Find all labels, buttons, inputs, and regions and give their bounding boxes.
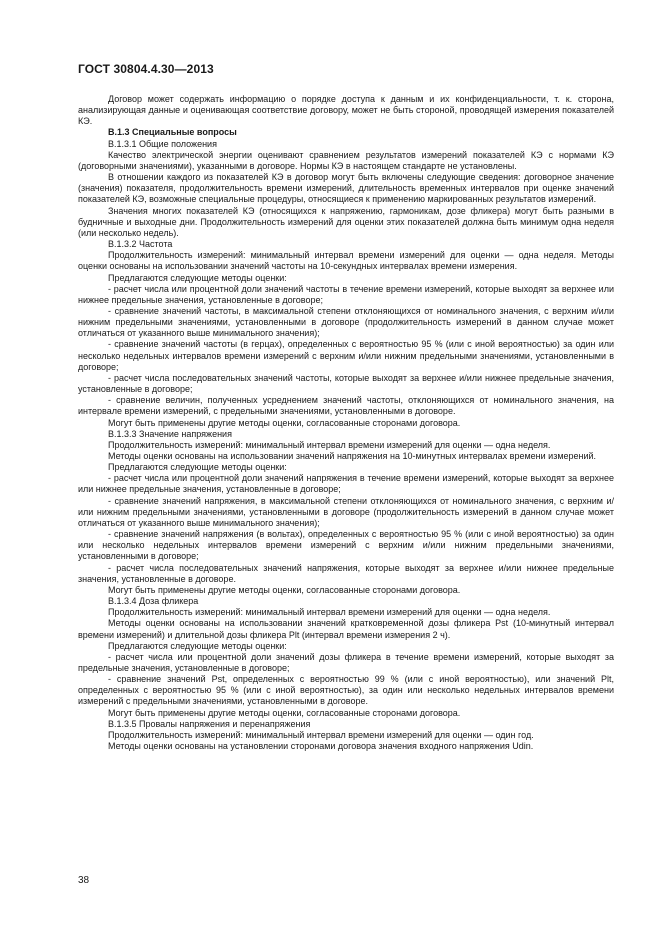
paragraph: Методы оценки основаны на использовании значений напряжения на 10-минутных интервалах времени измерений. — [108, 451, 597, 461]
paragraph: - расчет числа или процентной доли значений дозы фликера в течение времени измерений, которые выходят за предельные значения, установленные в договоре; — [78, 651, 614, 673]
paragraph: В.1.3.3 Значение напряжения — [108, 428, 232, 439]
paragraph: В.1.3.4 Доза фликера — [108, 596, 199, 607]
paragraph: Методы оценки основаны на установлении сторонами договора значения входного напряжения Udin. — [108, 741, 534, 752]
paragraph: В.1.3.5 Провалы напряжения и перенапряжения — [108, 718, 311, 729]
paragraph: Качество электрической энергии оценивают сравнением результатов измерений показателей КЭ с нормами КЭ (договорными значениями), указанными в договоре. Нормы КЭ в настоящем стандарте не установлены. — [78, 149, 614, 171]
paragraph: Могут быть применены другие методы оценки, согласованные сторонами договора. — [108, 417, 461, 428]
document-code-header: ГОСТ 30804.4.30—2013 — [78, 62, 214, 76]
paragraph: Могут быть применены другие методы оценки, согласованные сторонами договора. — [108, 584, 461, 595]
paragraph: Продолжительность измерений: минимальный интервал времени измерений для оценки — одна неделя. — [108, 607, 551, 618]
paragraph: В отношении каждого из показателей КЭ в договор могут быть включены следующие сведения: договорное значение (значения) показателя, продолжительность времени измерений, длительность временных интервалов при оценке значений показателей КЭ, возможные специальные процедуры, относящиеся к применению маркированных результатов измерений. — [78, 172, 614, 205]
paragraph: Методы оценки основаны на использовании значений кратковременной дозы фликера Pst (10-минутный интервал времени измерений) и длительной дозы фликера Plt (интервал времени измерения 2 ч). — [78, 618, 614, 640]
paragraph: Предлагаются следующие методы оценки: — [108, 640, 287, 651]
paragraph: - расчет числа или процентной доли значений напряжения в течение времени измерений, которые выходят за верхнее или нижнее предельные значения, установленные в договоре; — [78, 473, 614, 495]
paragraph: Могут быть применены другие методы оценки, согласованные сторонами договора. — [108, 707, 461, 718]
paragraph: - сравнение значений частоты (в герцах), определенных с вероятностью 95 % (или с иной вероятностью) за один или несколько недельных интервалов времени измерений с верхним и/или нижним предельными значениями, установленными в договоре; — [78, 339, 614, 372]
paragraph: Договор может содержать информацию о порядке доступа к данным и их конфиденциальности, т. к. сторона, анализирующая данные и оценивающая соответствие договору, может не быть стороной, проводящей измерения показателей КЭ. — [78, 94, 614, 127]
paragraph: В.1.3.1 Общие положения — [108, 138, 217, 149]
paragraph: Продолжительность измерений: минимальный интервал времени измерений для оценки — одна неделя. Методы оценки основаны на использовании значений частоты на 10-секундных интервалах времени измерения. — [78, 250, 614, 272]
paragraph: Значения многих показателей КЭ (относящихся к напряжению, гармоникам, дозе фликера) могут быть разными в будничные и выходные дни. Продолжительность измерений для оценки этих показателей должна быть минимум одна неделя (или несколько недель). — [78, 205, 614, 238]
paragraph: - сравнение значений напряжения, в максимальной степени отклоняющихся от номинального значения, с верхним и/или нижним предельными значениями, установленными в договоре (продолжительность измерений в данном случае может отличаться от указанного выше минимального значения); — [78, 495, 614, 528]
paragraph: - сравнение величин, полученных усреднением значений частоты, отклоняющихся от номинального значения, на интервале времени измерений, с предельными значениями, установленными в договоре. — [78, 395, 614, 417]
page-number: 38 — [78, 875, 90, 886]
section-heading: B.1.3 Специальные вопросы — [108, 127, 237, 138]
paragraph: Продолжительность измерений: минимальный интервал времени измерений для оценки — один год. — [108, 729, 534, 740]
paragraph: - расчет числа последовательных значений частоты, которые выходят за верхнее и/или нижнее предельные значения, установленные в договоре; — [78, 372, 614, 395]
paragraph: В.1.3.2 Частота — [108, 239, 173, 250]
paragraph: Продолжительность измерений: минимальный интервал времени измерений для оценки — одна неделя. — [108, 439, 551, 450]
paragraph: - сравнение значений напряжения (в вольтах), определенных с вероятностью 95 % (или с иной вероятностью) за один или несколько недельных интервалов времени измерений с верхним и/или нижним предельными значениями, установленными в договоре; — [78, 529, 614, 562]
paragraph: - сравнение значений частоты, в максимальной степени отклоняющихся от номинального значения, с верхним и/или нижним предельными значениями, установленными в договоре (продолжительность измерений в данном случае может отличаться от указанного выше минимального значения); — [78, 305, 614, 339]
paragraph: - расчет числа или процентной доли значений частоты в течение времени измерений, которые выходят за верхнее или нижнее предельные значения, установленные в договоре; — [78, 283, 614, 305]
paragraph: - сравнение значений Pst, определенных с вероятностью 99 % (или с иной вероятностью), или значений Plt, определенных с вероятностью 95 % (или с иной вероятностью), за один или несколько недельных интервалов времени измерений с предельными значениями, установленными в договоре. — [78, 674, 614, 707]
paragraph: Предлагаются следующие методы оценки: — [108, 462, 287, 473]
document-body — [78, 94, 614, 752]
paragraph: Предлагаются следующие методы оценки: — [108, 272, 287, 283]
paragraph: - расчет числа последовательных значений напряжения, которые выходят за верхнее и/или нижнее предельные значения, установленные в договоре. — [78, 562, 614, 584]
